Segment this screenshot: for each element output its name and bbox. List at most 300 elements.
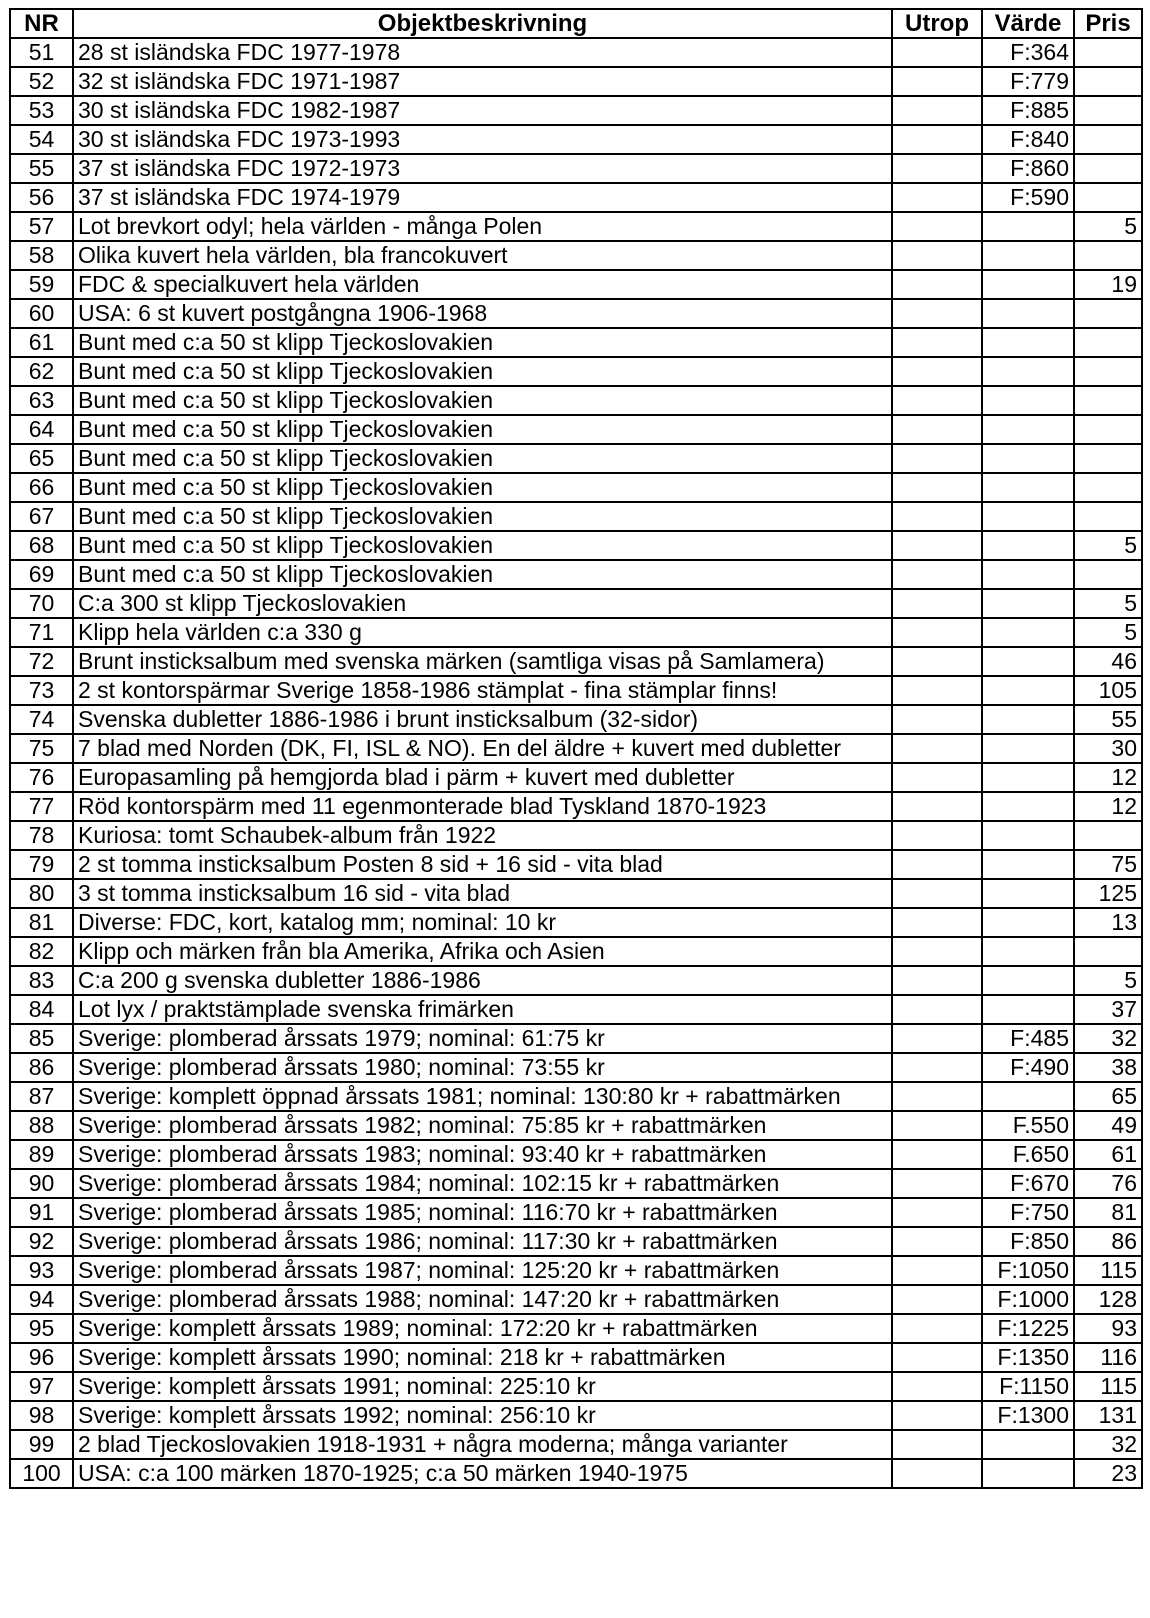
cell-pris: 125	[1074, 879, 1142, 908]
cell-pris: 30	[1074, 734, 1142, 763]
cell-varde	[982, 879, 1074, 908]
table-row	[10, 386, 1142, 415]
cell-nr: 82	[10, 937, 73, 966]
cell-utrop	[892, 1314, 982, 1343]
cell-nr: 74	[10, 705, 73, 734]
table-row	[10, 1430, 1142, 1459]
cell-utrop	[892, 560, 982, 589]
cell-pris: 38	[1074, 1053, 1142, 1082]
cell-utrop	[892, 792, 982, 821]
cell-description: Sverige: plomberad årssats 1979; nominal: 61:75 kr	[73, 1024, 892, 1053]
cell-utrop	[892, 821, 982, 850]
cell-pris: 49	[1074, 1111, 1142, 1140]
cell-description: Bunt med c:a 50 st klipp Tjeckoslovakien	[73, 531, 892, 560]
table-row	[10, 908, 1142, 937]
cell-utrop	[892, 705, 982, 734]
cell-varde	[982, 1082, 1074, 1111]
cell-pris	[1074, 154, 1142, 183]
cell-nr: 84	[10, 995, 73, 1024]
cell-utrop	[892, 850, 982, 879]
header-description: Objektbeskrivning	[73, 9, 892, 38]
cell-varde	[982, 734, 1074, 763]
cell-nr: 98	[10, 1401, 73, 1430]
cell-pris: 128	[1074, 1285, 1142, 1314]
cell-utrop	[892, 473, 982, 502]
cell-varde	[982, 792, 1074, 821]
cell-description: Klipp och märken från bla Amerika, Afrika och Asien	[73, 937, 892, 966]
cell-pris: 61	[1074, 1140, 1142, 1169]
table-row	[10, 937, 1142, 966]
cell-pris: 55	[1074, 705, 1142, 734]
cell-utrop	[892, 1372, 982, 1401]
cell-pris	[1074, 328, 1142, 357]
cell-utrop	[892, 270, 982, 299]
cell-nr: 92	[10, 1227, 73, 1256]
cell-pris: 32	[1074, 1430, 1142, 1459]
cell-varde: F:670	[982, 1169, 1074, 1198]
cell-utrop	[892, 618, 982, 647]
cell-varde: F:364	[982, 38, 1074, 67]
cell-nr: 75	[10, 734, 73, 763]
cell-varde: F:1300	[982, 1401, 1074, 1430]
table-row	[10, 792, 1142, 821]
cell-nr: 100	[10, 1459, 73, 1488]
cell-description: 2 blad Tjeckoslovakien 1918-1931 + några moderna; många varianter	[73, 1430, 892, 1459]
table-row	[10, 328, 1142, 357]
cell-description: 37 st isländska FDC 1972-1973	[73, 154, 892, 183]
cell-pris	[1074, 444, 1142, 473]
cell-nr: 51	[10, 38, 73, 67]
cell-pris	[1074, 299, 1142, 328]
cell-varde	[982, 415, 1074, 444]
cell-utrop	[892, 1053, 982, 1082]
cell-description: Kuriosa: tomt Schaubek-album från 1922	[73, 821, 892, 850]
cell-nr: 78	[10, 821, 73, 850]
table-row	[10, 589, 1142, 618]
cell-utrop	[892, 908, 982, 937]
cell-utrop	[892, 647, 982, 676]
cell-description: Bunt med c:a 50 st klipp Tjeckoslovakien	[73, 328, 892, 357]
cell-pris: 115	[1074, 1372, 1142, 1401]
cell-varde	[982, 386, 1074, 415]
cell-description: Sverige: plomberad årssats 1983; nominal: 93:40 kr + rabattmärken	[73, 1140, 892, 1169]
table-row	[10, 96, 1142, 125]
cell-description: Sverige: plomberad årssats 1985; nominal: 116:70 kr + rabattmärken	[73, 1198, 892, 1227]
cell-utrop	[892, 444, 982, 473]
cell-pris: 131	[1074, 1401, 1142, 1430]
cell-nr: 57	[10, 212, 73, 241]
cell-utrop	[892, 966, 982, 995]
cell-varde	[982, 473, 1074, 502]
cell-nr: 76	[10, 763, 73, 792]
header-row	[10, 9, 1142, 38]
cell-utrop	[892, 763, 982, 792]
cell-varde	[982, 821, 1074, 850]
table-row	[10, 647, 1142, 676]
cell-description: Sverige: komplett årssats 1992; nominal: 256:10 kr	[73, 1401, 892, 1430]
header-pris: Pris	[1074, 9, 1142, 38]
cell-utrop	[892, 879, 982, 908]
cell-pris	[1074, 560, 1142, 589]
cell-varde	[982, 589, 1074, 618]
cell-utrop	[892, 67, 982, 96]
cell-utrop	[892, 1198, 982, 1227]
cell-pris: 105	[1074, 676, 1142, 705]
cell-pris: 23	[1074, 1459, 1142, 1488]
cell-pris: 12	[1074, 792, 1142, 821]
header-utrop: Utrop	[892, 9, 982, 38]
cell-description: 28 st isländska FDC 1977-1978	[73, 38, 892, 67]
table-row	[10, 67, 1142, 96]
table-row	[10, 357, 1142, 386]
table-row	[10, 734, 1142, 763]
cell-varde: F:1350	[982, 1343, 1074, 1372]
cell-nr: 68	[10, 531, 73, 560]
cell-nr: 55	[10, 154, 73, 183]
table-row	[10, 1111, 1142, 1140]
cell-pris: 86	[1074, 1227, 1142, 1256]
cell-pris	[1074, 67, 1142, 96]
cell-nr: 91	[10, 1198, 73, 1227]
table-row	[10, 676, 1142, 705]
cell-description: C:a 300 st klipp Tjeckoslovakien	[73, 589, 892, 618]
cell-utrop	[892, 1111, 982, 1140]
cell-description: 2 st kontorspärmar Sverige 1858-1986 stämplat - fina stämplar finns!	[73, 676, 892, 705]
cell-description: Sverige: plomberad årssats 1988; nominal: 147:20 kr + rabattmärken	[73, 1285, 892, 1314]
cell-utrop	[892, 1140, 982, 1169]
cell-varde	[982, 270, 1074, 299]
cell-nr: 54	[10, 125, 73, 154]
cell-varde	[982, 328, 1074, 357]
table-row	[10, 1314, 1142, 1343]
table-row	[10, 1198, 1142, 1227]
cell-varde	[982, 966, 1074, 995]
table-row	[10, 618, 1142, 647]
table-row	[10, 415, 1142, 444]
cell-nr: 89	[10, 1140, 73, 1169]
cell-varde: F:1150	[982, 1372, 1074, 1401]
table-row	[10, 850, 1142, 879]
cell-utrop	[892, 1227, 982, 1256]
cell-pris: 32	[1074, 1024, 1142, 1053]
cell-utrop	[892, 531, 982, 560]
cell-nr: 61	[10, 328, 73, 357]
cell-pris	[1074, 937, 1142, 966]
cell-description: Sverige: plomberad årssats 1980; nominal: 73:55 kr	[73, 1053, 892, 1082]
cell-nr: 64	[10, 415, 73, 444]
cell-varde	[982, 299, 1074, 328]
cell-description: C:a 200 g svenska dubletter 1886-1986	[73, 966, 892, 995]
cell-pris	[1074, 125, 1142, 154]
cell-utrop	[892, 357, 982, 386]
table-row	[10, 879, 1142, 908]
cell-utrop	[892, 96, 982, 125]
cell-varde: F:885	[982, 96, 1074, 125]
cell-nr: 71	[10, 618, 73, 647]
cell-varde: F:850	[982, 1227, 1074, 1256]
cell-nr: 59	[10, 270, 73, 299]
cell-pris	[1074, 821, 1142, 850]
cell-nr: 80	[10, 879, 73, 908]
cell-description: 37 st isländska FDC 1974-1979	[73, 183, 892, 212]
cell-nr: 83	[10, 966, 73, 995]
cell-varde	[982, 560, 1074, 589]
cell-utrop	[892, 1256, 982, 1285]
cell-varde: F.650	[982, 1140, 1074, 1169]
cell-pris	[1074, 502, 1142, 531]
cell-varde	[982, 763, 1074, 792]
cell-description: Klipp hela världen c:a 330 g	[73, 618, 892, 647]
cell-description: Europasamling på hemgjorda blad i pärm + kuvert med dubletter	[73, 763, 892, 792]
table-row	[10, 1343, 1142, 1372]
cell-varde	[982, 357, 1074, 386]
cell-description: Sverige: plomberad årssats 1982; nominal: 75:85 kr + rabattmärken	[73, 1111, 892, 1140]
cell-description: Bunt med c:a 50 st klipp Tjeckoslovakien	[73, 357, 892, 386]
cell-utrop	[892, 241, 982, 270]
cell-nr: 87	[10, 1082, 73, 1111]
cell-description: Bunt med c:a 50 st klipp Tjeckoslovakien	[73, 444, 892, 473]
cell-nr: 73	[10, 676, 73, 705]
cell-pris: 115	[1074, 1256, 1142, 1285]
table-row	[10, 1169, 1142, 1198]
table-row	[10, 1053, 1142, 1082]
cell-varde: F:1225	[982, 1314, 1074, 1343]
table-row	[10, 1227, 1142, 1256]
cell-varde: F:840	[982, 125, 1074, 154]
cell-varde: F:590	[982, 183, 1074, 212]
cell-description: Sverige: plomberad årssats 1986; nominal: 117:30 kr + rabattmärken	[73, 1227, 892, 1256]
cell-nr: 94	[10, 1285, 73, 1314]
cell-nr: 63	[10, 386, 73, 415]
cell-varde	[982, 705, 1074, 734]
table-row	[10, 241, 1142, 270]
cell-varde	[982, 618, 1074, 647]
cell-nr: 77	[10, 792, 73, 821]
cell-varde: F:779	[982, 67, 1074, 96]
cell-description: Bunt med c:a 50 st klipp Tjeckoslovakien	[73, 473, 892, 502]
table-row	[10, 1372, 1142, 1401]
cell-nr: 72	[10, 647, 73, 676]
cell-description: 3 st tomma insticksalbum 16 sid - vita blad	[73, 879, 892, 908]
table-row	[10, 560, 1142, 589]
cell-nr: 90	[10, 1169, 73, 1198]
table-row	[10, 38, 1142, 67]
cell-nr: 53	[10, 96, 73, 125]
cell-pris: 76	[1074, 1169, 1142, 1198]
cell-utrop	[892, 183, 982, 212]
cell-pris: 5	[1074, 212, 1142, 241]
cell-nr: 58	[10, 241, 73, 270]
cell-description: Sverige: plomberad årssats 1984; nominal: 102:15 kr + rabattmärken	[73, 1169, 892, 1198]
cell-varde: F:490	[982, 1053, 1074, 1082]
table-row	[10, 125, 1142, 154]
cell-pris	[1074, 38, 1142, 67]
cell-description: Röd kontorspärm med 11 egenmonterade blad Tyskland 1870-1923	[73, 792, 892, 821]
cell-varde	[982, 995, 1074, 1024]
cell-description: Lot lyx / praktstämplade svenska frimärken	[73, 995, 892, 1024]
cell-varde	[982, 531, 1074, 560]
cell-nr: 56	[10, 183, 73, 212]
cell-pris: 46	[1074, 647, 1142, 676]
cell-description: USA: c:a 100 märken 1870-1925; c:a 50 märken 1940-1975	[73, 1459, 892, 1488]
cell-utrop	[892, 1401, 982, 1430]
cell-description: 2 st tomma insticksalbum Posten 8 sid + 16 sid - vita blad	[73, 850, 892, 879]
cell-varde	[982, 502, 1074, 531]
cell-utrop	[892, 212, 982, 241]
cell-utrop	[892, 386, 982, 415]
cell-description: 32 st isländska FDC 1971-1987	[73, 67, 892, 96]
cell-utrop	[892, 734, 982, 763]
cell-nr: 52	[10, 67, 73, 96]
cell-varde	[982, 212, 1074, 241]
table-row	[10, 966, 1142, 995]
table-row	[10, 154, 1142, 183]
cell-nr: 66	[10, 473, 73, 502]
cell-pris	[1074, 241, 1142, 270]
cell-pris	[1074, 473, 1142, 502]
table-row	[10, 1256, 1142, 1285]
cell-nr: 70	[10, 589, 73, 618]
cell-nr: 99	[10, 1430, 73, 1459]
cell-varde	[982, 937, 1074, 966]
cell-nr: 62	[10, 357, 73, 386]
cell-varde: F:860	[982, 154, 1074, 183]
cell-pris: 5	[1074, 618, 1142, 647]
cell-nr: 69	[10, 560, 73, 589]
cell-nr: 93	[10, 1256, 73, 1285]
cell-nr: 86	[10, 1053, 73, 1082]
cell-utrop	[892, 937, 982, 966]
cell-description: Diverse: FDC, kort, katalog mm; nominal: 10 kr	[73, 908, 892, 937]
cell-pris	[1074, 357, 1142, 386]
table-row	[10, 299, 1142, 328]
cell-pris: 12	[1074, 763, 1142, 792]
table-row	[10, 1401, 1142, 1430]
header-varde: Värde	[982, 9, 1074, 38]
cell-varde: F:1000	[982, 1285, 1074, 1314]
cell-description: Bunt med c:a 50 st klipp Tjeckoslovakien	[73, 415, 892, 444]
table-row	[10, 473, 1142, 502]
table-row	[10, 270, 1142, 299]
table-row	[10, 212, 1142, 241]
cell-varde: F.550	[982, 1111, 1074, 1140]
cell-description: Bunt med c:a 50 st klipp Tjeckoslovakien	[73, 386, 892, 415]
cell-utrop	[892, 589, 982, 618]
cell-varde	[982, 241, 1074, 270]
cell-pris: 93	[1074, 1314, 1142, 1343]
cell-utrop	[892, 1285, 982, 1314]
cell-pris: 37	[1074, 995, 1142, 1024]
auction-lot-table	[9, 8, 1143, 1489]
cell-utrop	[892, 125, 982, 154]
cell-description: 30 st isländska FDC 1982-1987	[73, 96, 892, 125]
cell-description: Sverige: plomberad årssats 1987; nominal: 125:20 kr + rabattmärken	[73, 1256, 892, 1285]
cell-utrop	[892, 1082, 982, 1111]
table-row	[10, 995, 1142, 1024]
cell-description: Olika kuvert hela världen, bla francokuvert	[73, 241, 892, 270]
cell-nr: 79	[10, 850, 73, 879]
table-row	[10, 502, 1142, 531]
table-row	[10, 183, 1142, 212]
cell-varde	[982, 908, 1074, 937]
cell-description: Bunt med c:a 50 st klipp Tjeckoslovakien	[73, 560, 892, 589]
table-row	[10, 1082, 1142, 1111]
cell-varde	[982, 850, 1074, 879]
cell-utrop	[892, 1459, 982, 1488]
table-row	[10, 1024, 1142, 1053]
cell-description: Sverige: komplett årssats 1990; nominal: 218 kr + rabattmärken	[73, 1343, 892, 1372]
table-row	[10, 821, 1142, 850]
cell-varde	[982, 444, 1074, 473]
cell-utrop	[892, 1024, 982, 1053]
cell-nr: 88	[10, 1111, 73, 1140]
cell-pris: 5	[1074, 589, 1142, 618]
cell-nr: 95	[10, 1314, 73, 1343]
header-nr: NR	[10, 9, 73, 38]
cell-description: Sverige: komplett årssats 1991; nominal: 225:10 kr	[73, 1372, 892, 1401]
cell-utrop	[892, 1343, 982, 1372]
cell-pris	[1074, 386, 1142, 415]
cell-description: Bunt med c:a 50 st klipp Tjeckoslovakien	[73, 502, 892, 531]
cell-pris	[1074, 96, 1142, 125]
cell-nr: 97	[10, 1372, 73, 1401]
cell-utrop	[892, 415, 982, 444]
cell-nr: 65	[10, 444, 73, 473]
cell-pris: 13	[1074, 908, 1142, 937]
cell-nr: 81	[10, 908, 73, 937]
cell-utrop	[892, 154, 982, 183]
cell-varde	[982, 647, 1074, 676]
cell-utrop	[892, 328, 982, 357]
cell-nr: 96	[10, 1343, 73, 1372]
cell-description: Lot brevkort odyl; hela världen - många Polen	[73, 212, 892, 241]
cell-varde	[982, 676, 1074, 705]
cell-utrop	[892, 1430, 982, 1459]
cell-pris	[1074, 183, 1142, 212]
cell-pris: 116	[1074, 1343, 1142, 1372]
cell-varde: F:485	[982, 1024, 1074, 1053]
cell-description: USA: 6 st kuvert postgångna 1906-1968	[73, 299, 892, 328]
cell-varde	[982, 1430, 1074, 1459]
cell-utrop	[892, 1169, 982, 1198]
cell-pris: 81	[1074, 1198, 1142, 1227]
cell-pris: 5	[1074, 531, 1142, 560]
cell-pris: 5	[1074, 966, 1142, 995]
cell-description: 7 blad med Norden (DK, FI, ISL & NO). En del äldre + kuvert med dubletter	[73, 734, 892, 763]
cell-utrop	[892, 995, 982, 1024]
table-body	[10, 38, 1142, 1488]
cell-varde: F:1050	[982, 1256, 1074, 1285]
table-row	[10, 1285, 1142, 1314]
cell-description: Sverige: komplett öppnad årssats 1981; nominal: 130:80 kr + rabattmärken	[73, 1082, 892, 1111]
cell-description: Svenska dubletter 1886-1986 i brunt insticksalbum (32-sidor)	[73, 705, 892, 734]
cell-utrop	[892, 38, 982, 67]
cell-utrop	[892, 299, 982, 328]
cell-varde: F:750	[982, 1198, 1074, 1227]
cell-nr: 85	[10, 1024, 73, 1053]
cell-pris: 65	[1074, 1082, 1142, 1111]
cell-description: Brunt insticksalbum med svenska märken (samtliga visas på Samlamera)	[73, 647, 892, 676]
table-row	[10, 531, 1142, 560]
table-row	[10, 1140, 1142, 1169]
cell-nr: 67	[10, 502, 73, 531]
table-row	[10, 763, 1142, 792]
cell-nr: 60	[10, 299, 73, 328]
cell-pris: 19	[1074, 270, 1142, 299]
cell-description: FDC & specialkuvert hela världen	[73, 270, 892, 299]
table-row	[10, 1459, 1142, 1488]
table-header	[10, 9, 1142, 38]
